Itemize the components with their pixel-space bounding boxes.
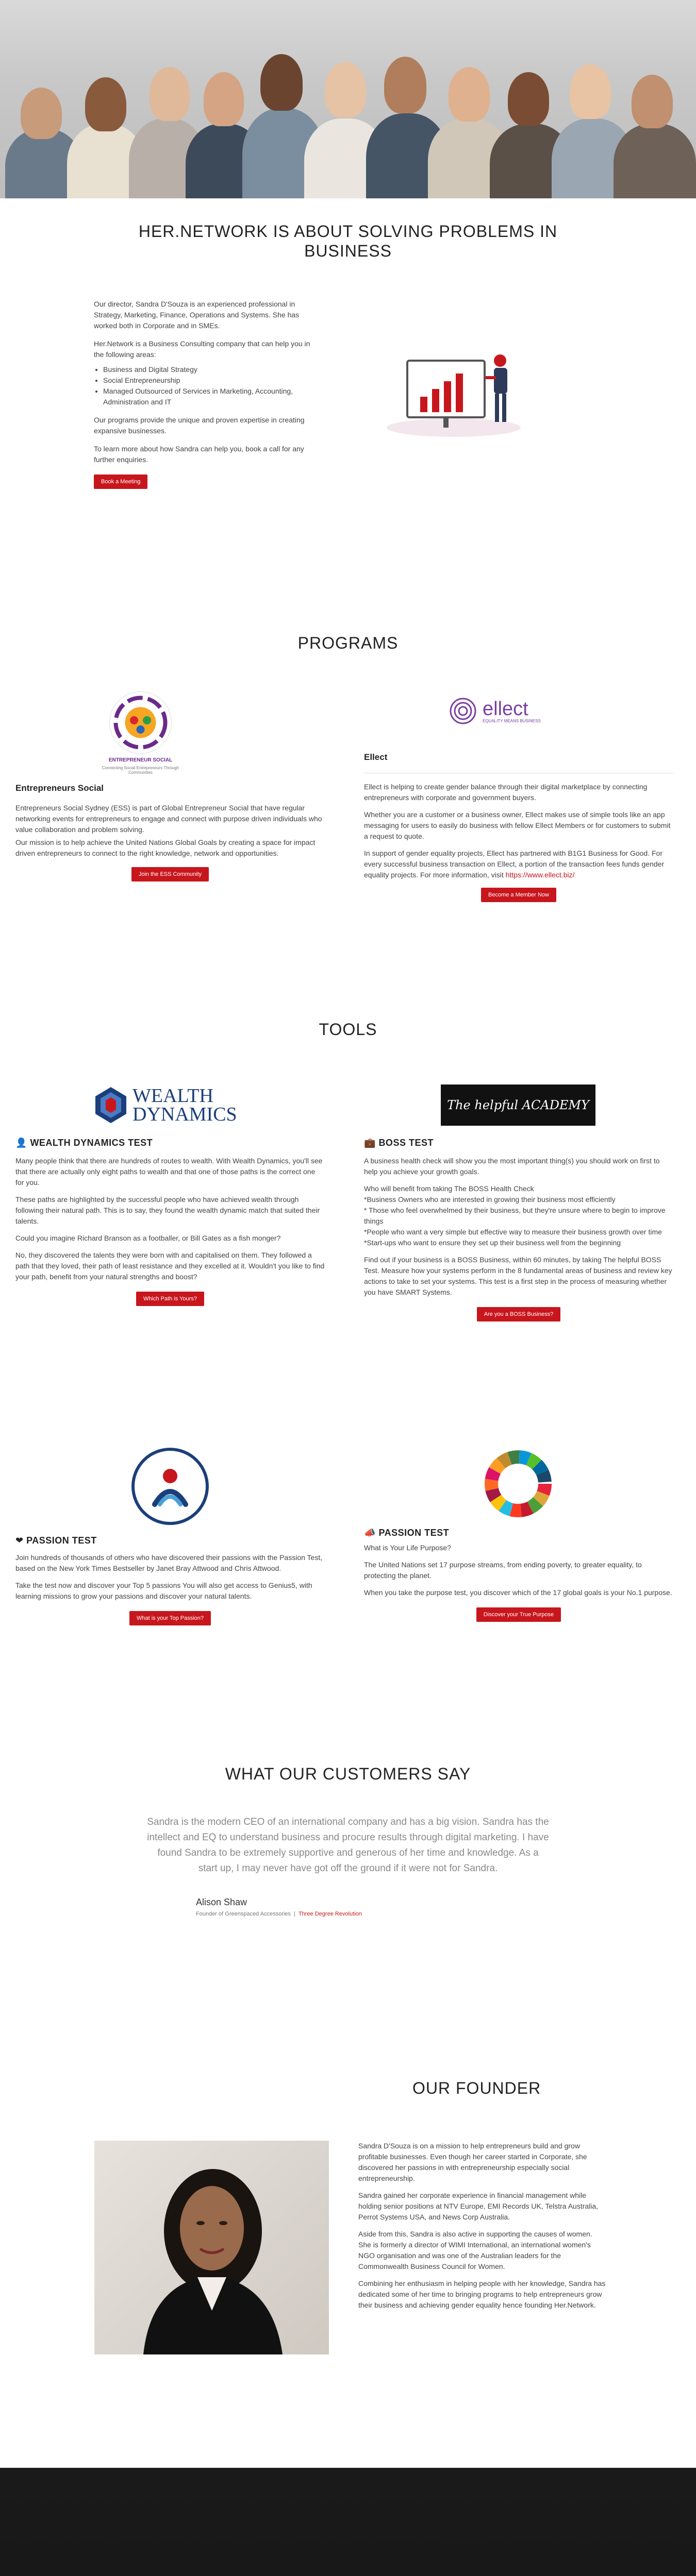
list-item: • Business and Digital Strategy <box>103 364 321 375</box>
testimonial-title: WHAT OUR CUSTOMERS SAY <box>225 1765 471 1783</box>
programs-section <box>0 634 696 969</box>
boss-test-heading-text: BOSS TEST <box>378 1138 434 1148</box>
about-title-line2: BUSINESS <box>304 242 392 260</box>
contact-section <box>0 2468 696 2576</box>
wealth-dynamics-logo <box>95 1084 245 1126</box>
boss-test-heading <box>364 1138 673 1148</box>
entrepreneur-social-logo-subtext: Connecting Social Entrepreneurs Through Communities <box>102 766 179 775</box>
about-paragraph-3: Our programs provide the unique and proven expertise in creating expansive businesses. <box>94 416 305 435</box>
wd-paragraph-1: Many people think that there are hundreds of routes to wealth. With Wealth Dynamics, you'll see that there are actually only eight paths to wealth and that one of those paths is the correct one for you. <box>15 1157 323 1187</box>
entrepreneur-social-logo-text: ENTREPRENEUR SOCIAL <box>108 757 173 763</box>
ellect-logo-text: ellect <box>483 698 528 720</box>
purpose-paragraph-1: What is Your Life Purpose? <box>364 1544 451 1552</box>
list-item: • Managed Outsourced of Services in Marketing, Accounting, Administration and IT <box>103 386 321 408</box>
wealth-logo-text-1: WEALTH <box>132 1085 213 1107</box>
ellect-link[interactable]: https://www.ellect.biz/ <box>505 871 575 879</box>
ellect-paragraph-3-text: In support of gender equality projects, Ellect has partnered with B1G1 Business for Good. For every successful business transaction on Ellect, a portion of the transaction fees funds gender equality projects. For more information, visit <box>364 849 665 879</box>
about-services-list <box>94 364 321 408</box>
founder-paragraph-2: Sandra gained her corporate experience in financial management while holding senior positions at NTV Europe, EMI Records UK, Telstra Australia, Perrot Systems USA, and News Corp Australia. <box>358 2191 599 2221</box>
bullhorn-icon: 📣 <box>364 1528 376 1538</box>
top-passion-button[interactable]: What is your Top Passion? <box>129 1611 211 1625</box>
purpose-paragraph-3: When you take the purpose test, you discover which of the 17 global goals is your No.1 purpose. <box>364 1588 672 1597</box>
ellect-paragraph-3 <box>364 848 673 880</box>
founder-title: OUR FOUNDER <box>412 2079 541 2097</box>
founder-paragraph-1: Sandra D'Souza is on a mission to help entrepreneurs build and grow profitable businesses. Even though her career started in Corporate, she discovered her passions in with entrepreneurship especially social entrepreneurship. <box>358 2142 587 2182</box>
passion-paragraph-2: Take the test now and discover your Top 5 passions You will also get access to Genius5, with learning missions to grow your passions and discover your natural talents. <box>15 1581 312 1600</box>
about-paragraph-4: To learn more about how Sandra can help you, book a call for any further enquiries. <box>94 445 304 464</box>
boss-line: *People who want a very simple but effective way to measure their business growth over time <box>364 1228 662 1236</box>
boss-line: *Start-ups who want to ensure they set up their business well from the beginning <box>364 1239 621 1247</box>
ellect-logo-subtext: EQUALITY MEANS BUSINESS <box>483 718 541 723</box>
boss-line: * Those who feel overwhelmed by their business, but they're unsure where to begin to improve things <box>364 1206 666 1225</box>
passion-test-heading <box>15 1535 325 1546</box>
ellect-logo <box>449 690 546 732</box>
entrepreneurs-social-mission: Our mission is to help achieve the United Nations Global Goals by creating a space for impact driven entrepreneurs to connect to the right knowledge, network and opportunities. <box>15 838 316 857</box>
wealth-dynamics-heading-text: WEALTH DYNAMICS TEST <box>30 1138 153 1148</box>
tools-title: TOOLS <box>319 1020 377 1039</box>
ellect-paragraph-1: Ellect is helping to create gender balance through their digital marketplace by connecting entrepreneurs with corporate and government buyers. <box>364 783 648 802</box>
about-title-line1: HER.NETWORK IS ABOUT SOLVING PROBLEMS IN <box>138 222 558 241</box>
book-meeting-button[interactable]: Book a Meeting <box>94 474 147 489</box>
wealth-logo-text-2: DYNAMICS <box>132 1104 237 1125</box>
true-purpose-button[interactable]: Discover your True Purpose <box>476 1607 561 1622</box>
passion-paragraph-1: Join hundreds of thousands of others who have discovered their passions with the Passion Test, based on the New York Times Bestseller by Janet Bray Attwood and Chris Attwood. <box>15 1553 323 1572</box>
purpose-test-heading <box>364 1528 673 1538</box>
wd-paragraph-3: Could you imagine Richard Branson as a footballer, or Bill Gates as a fish monger? <box>15 1234 281 1242</box>
list-item: • Social Entrepreneurship <box>103 375 321 386</box>
sdg-wheel-logo <box>482 1448 554 1520</box>
briefcase-icon: 💼 <box>364 1138 376 1148</box>
boss-line: *Business Owners who are interested in growing their business most efficiently <box>364 1195 616 1204</box>
testimonial-author-role: Founder of Greenspaced Accessories <box>196 1911 291 1917</box>
about-paragraph-1: Our director, Sandra D'Souza is an experienced professional in Strategy, Marketing, Finance, Operations and Systems. She has worked both in Corporate and in SMEs. <box>94 300 300 330</box>
boss-business-button[interactable]: Are you a BOSS Business? <box>477 1307 561 1321</box>
about-paragraph-2: Her.Network is a Business Consulting company that can help you in the following areas: <box>94 340 310 359</box>
purpose-test-heading-text: PASSION TEST <box>378 1528 450 1538</box>
helpful-academy-logo <box>441 1084 595 1126</box>
testimonial-author-link[interactable]: Three Degree Revolution <box>298 1911 362 1917</box>
helpful-academy-logo-text: The helpful ACADEMY <box>447 1098 589 1112</box>
ellect-heading: Ellect <box>364 752 388 762</box>
ellect-paragraph-2: Whether you are a customer or a business owner, Ellect makes use of simple tools like an app messaging for users to easily do business with fellow Ellect Members or for customers to submit a request to quote. <box>364 810 671 840</box>
wealth-dynamics-heading <box>15 1138 325 1148</box>
join-ess-button[interactable]: Join the ESS Community <box>131 867 209 882</box>
chart-illustration <box>376 350 531 438</box>
testimonial-section: WHAT OUR CUSTOMERS SAY Sandra is the modern CEO of an international company and has a big vision. Sandra has the intellect and EQ to understand business and procure results through digital marketing. I have found Sandra to be extremely supportive and generous of her time and knowledge. As a start up, I may never have got off the ground if it were not for Sandra. Alison Shaw Founder of Greenspaced Accessories | Three Degree Revolution <box>0 1731 696 2050</box>
tools-section <box>0 1020 696 1690</box>
founder-photo <box>94 2141 329 2354</box>
boss-paragraph-1: A business health check will show you the most important thing(s) you should work on first to help you achieve your growth goals. <box>364 1157 660 1176</box>
entrepreneurs-social-text: Entrepreneurs Social Sydney (ESS) is part of Global Entrepreneur Social that have regular networking events for entrepreneurs to engage and connect with purpose driven individuals who value collaboration and problem solving. <box>15 804 322 834</box>
testimonial-author-name: Alison Shaw <box>196 1897 247 1907</box>
boss-paragraph-2: Who will benefit from taking The BOSS Health Check <box>364 1184 534 1193</box>
about-section <box>0 222 696 485</box>
hero-banner <box>0 0 696 198</box>
passion-test-logo <box>131 1448 209 1525</box>
passion-test-heading-text: PASSION TEST <box>26 1535 97 1546</box>
purpose-paragraph-2: The United Nations set 17 purpose streams, from ending poverty, to greater equality, to protecting the planet. <box>364 1561 642 1580</box>
founder-section <box>0 2050 696 2468</box>
wd-paragraph-2: These paths are highlighted by the successful people who have achieved wealth through following their natural path. This is to say, they found the wealth dynamic match that suited their talents. <box>15 1195 320 1225</box>
person-icon: 👤 <box>15 1138 27 1148</box>
hero-image <box>0 0 696 198</box>
heart-icon: ❤ <box>15 1535 24 1546</box>
entrepreneur-social-logo <box>108 690 173 755</box>
which-path-button[interactable]: Which Path is Yours? <box>136 1292 204 1306</box>
wd-paragraph-4: No, they discovered the talents they were born with and capitalised on them. They followed a path that they loved, their path of least resistance and they excelled at it. Wouldn't you like to find your path, benefit from your natural strengths and boost? <box>15 1251 325 1281</box>
founder-paragraph-3: Aside from this, Sandra is also active in supporting the causes of women. She is formerly a director of WIMI International, an international women's NGO organisation and was one of the Australian leaders for the Commonwealth Business Council for Women. <box>358 2230 592 2270</box>
boss-paragraph-3: Find out if your business is a BOSS Business, within 60 minutes, by taking The helpful BOSS Test. Measure how your systems perform in the 8 fundamental areas of business and review key actions to take to set your systems. This test is a first step in the process of measuring whether you have SMART Systems. <box>364 1256 672 1296</box>
become-member-button[interactable]: Become a Member Now <box>481 888 556 902</box>
entrepreneurs-social-heading: Entrepreneurs Social <box>15 783 104 793</box>
testimonial-quote: Sandra is the modern CEO of an international company and has a big vision. Sandra has the intellect and EQ to understand business and procure results through digital marketing. I have found Sandra to be extremely supportive and generous of her time and knowledge. As a start up, I may never have got off the ground if it were not for Sandra. <box>147 1817 549 1874</box>
about-title <box>0 222 696 261</box>
founder-paragraph-4: Combining her enthusiasm in helping people with her knowledge, Sandra has dedicated some of her time to bringing programs to help entrepreneurs grow their business and achieving gender equality hence founding Her.Network. <box>358 2279 606 2309</box>
programs-title: PROGRAMS <box>297 634 399 652</box>
